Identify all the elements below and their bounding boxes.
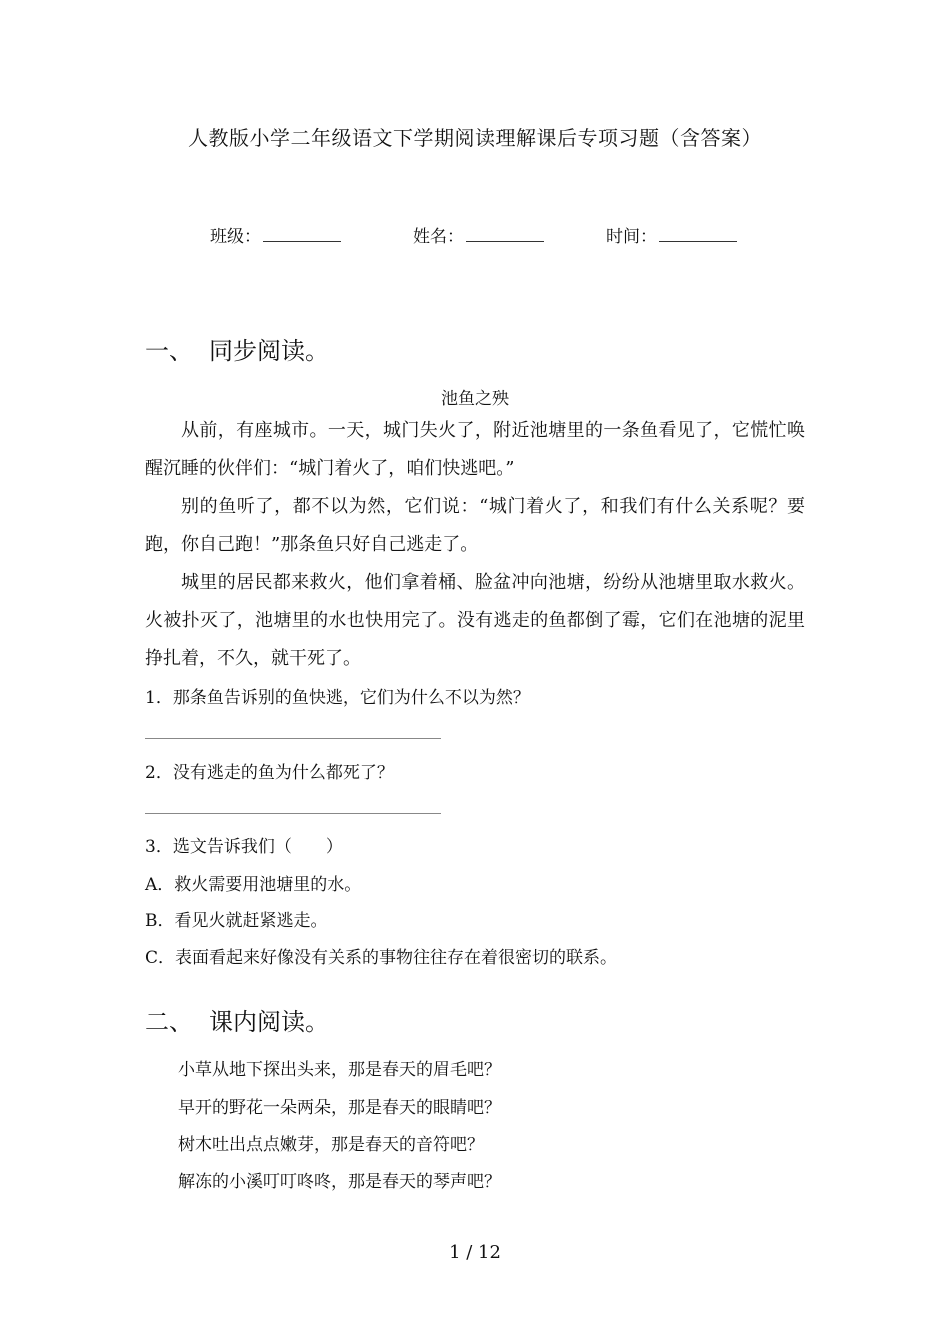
time-blank[interactable] — [659, 227, 737, 242]
class-label: 班级： — [210, 227, 261, 247]
question-1: 1．那条鱼告诉别的鱼快逃，它们为什么不以为然？ — [145, 688, 530, 708]
name-field — [413, 222, 544, 247]
poem-line-1: 小草从地下探出头来，那是春天的眉毛吧？ — [178, 1060, 501, 1080]
story-paragraph-1: 从前，有座城市。一天，城门失火了，附近池塘里的一条鱼看见了，它慌忙唤醒沉睡的伙伴们：“城门着火了，咱们快逃吧。” — [145, 420, 805, 479]
section-2-heading — [145, 1002, 329, 1037]
page-title: 人教版小学二年级语文下学期阅读理解课后专项习题（含答案） — [188, 126, 762, 150]
section-1-number: 一、 — [145, 337, 193, 365]
poem-line-2: 早开的野花一朵两朵，那是春天的眼睛吧？ — [178, 1098, 501, 1118]
answer-line-2[interactable] — [145, 813, 441, 814]
story-paragraph-2: 别的鱼听了，都不以为然，它们说：“城门着火了，和我们有什么关系呢？要跑，你自己跑！”那条鱼只好自己逃走了。 — [145, 496, 805, 555]
option-c: C．表面看起来好像没有关系的事物往往存在着很密切的联系。 — [145, 948, 618, 968]
section-1-title: 同步阅读。 — [209, 337, 329, 365]
time-field — [606, 222, 737, 247]
section-2-title: 课内阅读。 — [209, 1008, 329, 1036]
poem-line-4: 解冻的小溪叮叮咚咚，那是春天的琴声吧？ — [178, 1172, 501, 1192]
story-paragraph-3: 城里的居民都来救火，他们拿着桶、脸盆冲向池塘，纷纷从池塘里取水救火。火被扑灭了，池塘里的水也快用完了。没有逃走的鱼都倒了霉，它们在池塘的泥里挣扎着，不久，就干死了。 — [145, 572, 805, 669]
section-2-number: 二、 — [145, 1008, 193, 1036]
name-label: 姓名： — [413, 227, 464, 247]
option-b: B．看见火就赶紧逃走。 — [145, 911, 328, 931]
page-indicator: 1 / 12 — [449, 1242, 501, 1263]
question-3: 3．选文告诉我们（ ） — [145, 837, 343, 857]
answer-line-1[interactable] — [145, 738, 441, 739]
option-a: A．救火需要用池塘里的水。 — [145, 875, 362, 895]
question-2: 2．没有逃走的鱼为什么都死了？ — [145, 763, 394, 783]
name-blank[interactable] — [466, 227, 544, 242]
story-title: 池鱼之殃 — [441, 389, 509, 409]
class-field — [210, 222, 341, 247]
time-label: 时间： — [606, 227, 657, 247]
class-blank[interactable] — [263, 227, 341, 242]
section-1-heading — [145, 331, 329, 366]
poem-line-3: 树木吐出点点嫩芽，那是春天的音符吧？ — [178, 1135, 484, 1155]
